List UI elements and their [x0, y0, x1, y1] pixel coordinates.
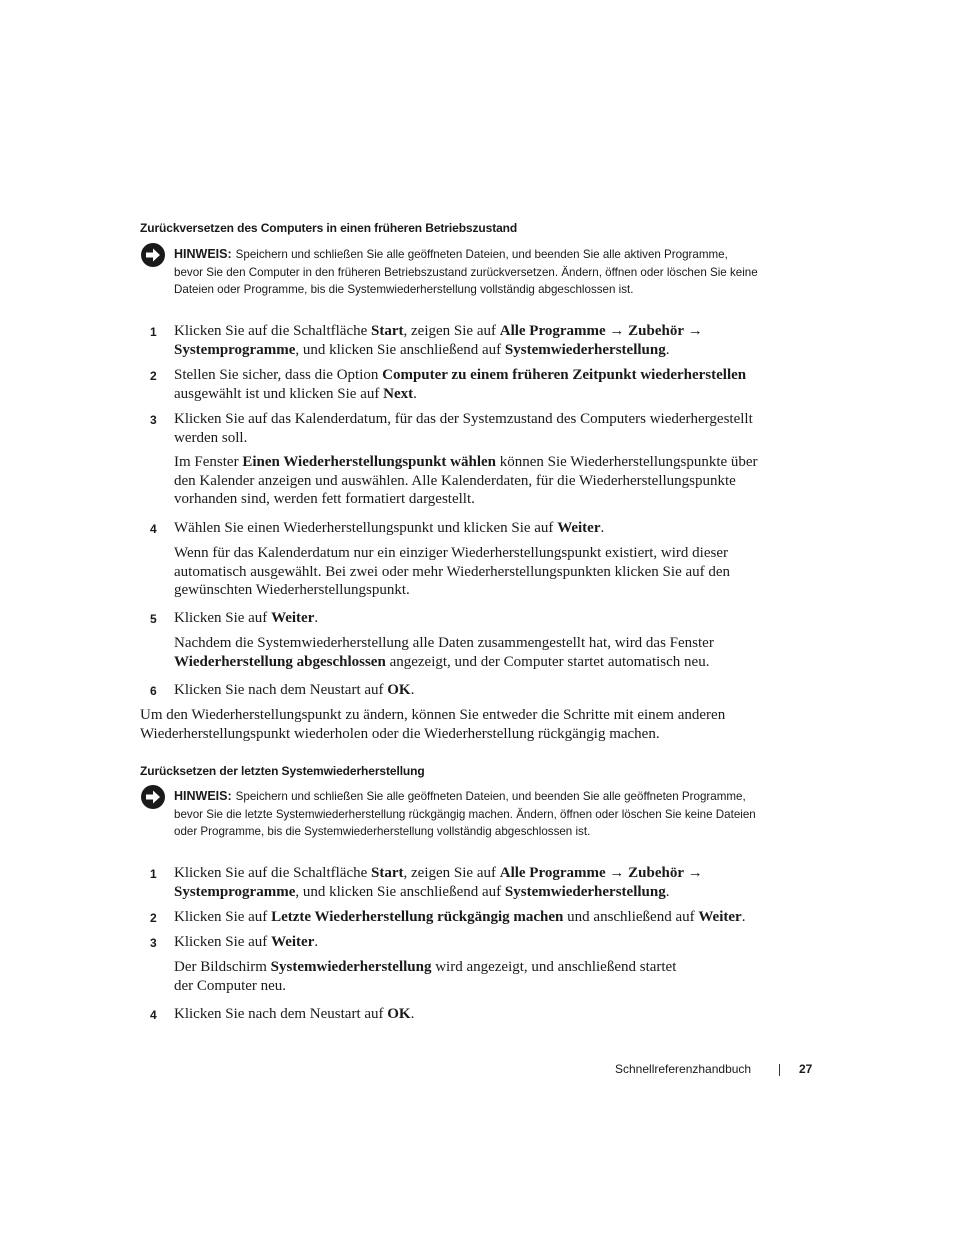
step-text: Klicken Sie auf Weiter.	[174, 610, 319, 626]
step-number: 3	[150, 413, 157, 427]
step-text: Stellen Sie sicher, dass die Option Computer zu einem früheren Zeitpunkt wiederherstellen ausgewählt ist und klicken Sie auf Next.	[174, 367, 747, 402]
step-2	[140, 366, 780, 403]
undo-step-1	[140, 864, 780, 901]
undo-step-4	[140, 1005, 780, 1024]
step-3-detail: Im Fenster Einen Wiederherstellungspunkt wählen können Sie Wiederherstellungspunkte über den Kalender anzeigen und auswählen. Alle Kalenderdaten, für die Wiederherstellungspunkte vorhanden sind, werden fett formatiert dargestellt.	[174, 454, 758, 507]
footer-divider	[779, 1064, 780, 1076]
step-3	[140, 410, 780, 447]
step-number: 5	[150, 612, 157, 626]
closing-paragraph: Um den Wiederherstellungspunkt zu ändern, können Sie entweder die Schritte mit einem anderen Wiederherstellungspunkt wiederholen oder die Wiederherstellung rückgängig machen.	[140, 707, 726, 742]
undo-step-2	[140, 908, 780, 927]
note-label: HINWEIS:	[174, 789, 232, 803]
step-text: Klicken Sie auf die Schaltfläche Start, zeigen Sie auf Alle Programme → Zubehör → Systemprogramme, und klicken Sie anschließend auf Systemwiederherstellung.	[174, 865, 703, 900]
step-number: 1	[150, 325, 157, 339]
step-number: 2	[150, 369, 157, 383]
step-5	[140, 609, 780, 628]
step-4	[140, 519, 780, 538]
section-heading-restore: Zurückversetzen des Computers in einen früheren Betriebszustand	[140, 221, 518, 235]
step-text: Klicken Sie auf Weiter.	[174, 934, 319, 950]
step-number: 4	[150, 1008, 157, 1022]
page-number: 27	[799, 1062, 813, 1076]
step-text: Wählen Sie einen Wiederherstellungspunkt und klicken Sie auf Weiter.	[174, 520, 605, 536]
note-text	[174, 246, 760, 299]
step-text: Klicken Sie auf das Kalenderdatum, für das der Systemzustand des Computers wiederhergestellt werden soll.	[174, 411, 753, 446]
note-body: Speichern und schließen Sie alle geöffneten Dateien, und beenden Sie alle geöffneten Programme, bevor Sie die letzte Systemwiederherstellung rückgängig machen. Ändern, öffnen oder löschen Sie keine Dateien oder Programme, bis die Systemwiederherstellung vollständig abgeschlossen ist.	[174, 790, 756, 838]
note-text	[174, 788, 760, 841]
footer-title: Schnellreferenzhandbuch	[615, 1062, 752, 1076]
note-body: Speichern und schließen Sie alle geöffneten Dateien, und beenden Sie alle aktiven Programme, bevor Sie den Computer in den früheren Betriebszustand zurückversetzen. Ändern, öffnen oder löschen Sie keine Dateien oder Programme, bis die Systemwiederherstellung vollständig abgeschlossen ist.	[174, 248, 758, 296]
undo-step-3-detail: Der Bildschirm Systemwiederherstellung wird angezeigt, und anschließend startet der Computer neu.	[174, 959, 677, 994]
step-number: 2	[150, 911, 157, 925]
step-text: Klicken Sie nach dem Neustart auf OK.	[174, 1006, 415, 1022]
step-6	[140, 681, 780, 700]
undo-step-3	[140, 933, 780, 952]
step-number: 4	[150, 522, 157, 536]
notice-arrow-icon	[140, 784, 166, 810]
step-4-detail: Wenn für das Kalenderdatum nur ein einziger Wiederherstellungspunkt existiert, wird dieser automatisch ausgewählt. Bei zwei oder mehr Wiederherstellungspunkten klicken Sie auf den gewünschten Wiederherstellungspunkt.	[174, 545, 731, 598]
step-number: 6	[150, 684, 157, 698]
step-number: 3	[150, 936, 157, 950]
step-5-detail: Nachdem die Systemwiederherstellung alle Daten zusammengestellt hat, wird das Fenster Wiederherstellung abgeschlossen angezeigt, und der Computer startet automatisch neu.	[174, 635, 714, 670]
step-text: Klicken Sie auf die Schaltfläche Start, zeigen Sie auf Alle Programme → Zubehör → Systemprogramme, und klicken Sie anschließend auf Systemwiederherstellung.	[174, 323, 703, 358]
notice-arrow-icon	[140, 242, 166, 268]
note-box-restore	[140, 246, 760, 299]
step-number: 1	[150, 867, 157, 881]
note-label: HINWEIS:	[174, 247, 232, 261]
section-heading-undo: Zurücksetzen der letzten Systemwiederherstellung	[140, 764, 425, 778]
step-1	[140, 322, 780, 359]
step-text: Klicken Sie nach dem Neustart auf OK.	[174, 682, 415, 698]
note-box-undo	[140, 788, 760, 841]
step-text: Klicken Sie auf Letzte Wiederherstellung rückgängig machen und anschließend auf Weiter.	[174, 909, 746, 925]
